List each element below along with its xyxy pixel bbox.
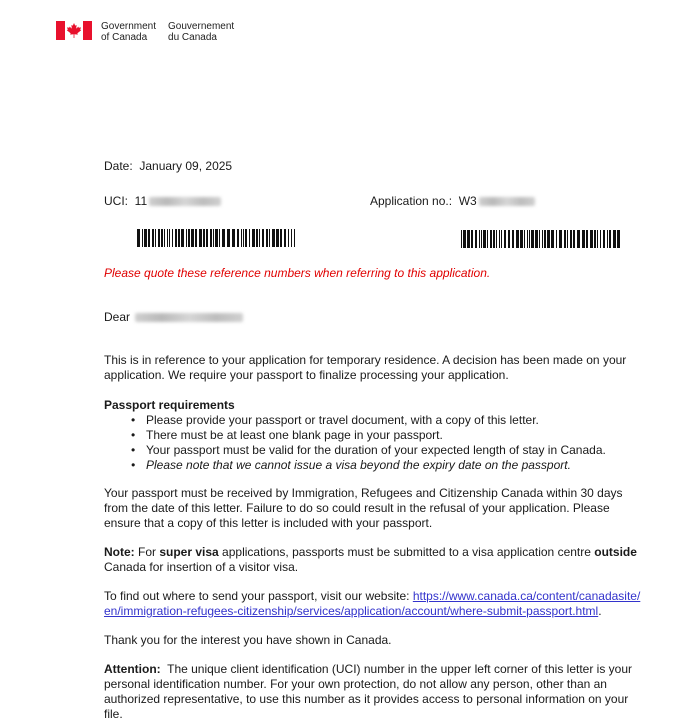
canada-flag-icon: [56, 21, 92, 40]
list-item: • Your passport must be valid for the duration of your expected length of stay in Canada.: [136, 443, 644, 458]
application-number-value: W3: [458, 194, 477, 208]
list-item: • Please note that we cannot issue a visa beyond the expiry date on the passport.: [136, 458, 644, 473]
government-of-canada-signature: [56, 21, 234, 43]
application-number-field: Application no.: W3: [370, 194, 535, 209]
gov-en-line2: of Canada: [101, 32, 148, 43]
passport-heading: Passport requirements: [104, 398, 235, 412]
paragraph-thanks: Thank you for the interest you have shown in Canada.: [104, 633, 392, 647]
uci-field: UCI: 11: [104, 194, 221, 209]
where-submit-passport-link[interactable]: https://www.canada.ca/content/canadasite/en/immigration-refugees-citizenship/services/application/account/where-submit-passport.html: [104, 589, 641, 618]
gov-fr-line2: du Canada: [168, 32, 217, 43]
paragraph-deadline: Your passport must be received by Immigration, Refugees and Citizenship Canada within 30 days from the date of this letter. Failure to do so could result in the refusal of your application. Please ensure that a copy of this letter is included with your passport.: [104, 486, 623, 530]
government-french: [168, 21, 234, 43]
paragraph-website: To find out where to send your passport, visit our website: https://www.canada.ca/content/canadasite/en/immigration-refugees-citizenship/services/application/account/where-submit-passport.html.: [104, 589, 641, 618]
redacted-block: [149, 197, 221, 206]
gov-fr-line1: Gouvernement: [168, 21, 235, 32]
passport-requirements: [104, 398, 644, 473]
redacted-name: [135, 313, 243, 322]
letter-date: Date: January 09, 2025: [104, 159, 233, 173]
requirements-list: [104, 413, 644, 473]
uci-barcode: [137, 229, 297, 247]
list-item: • Please provide your passport or travel document, with a copy of this letter.: [136, 413, 644, 428]
paragraph-note: Note: For super visa applications, passports must be submitted to a visa application centre outside Canada for insertion of a visitor visa.: [104, 545, 637, 574]
government-english: [101, 21, 156, 43]
reference-notice: Please quote these reference numbers when referring to this application.: [104, 266, 491, 280]
date-value: January 09, 2025: [139, 159, 233, 173]
list-item: • There must be at least one blank page in your passport.: [136, 428, 644, 443]
uci-value: 11: [134, 194, 148, 208]
salutation: Dear: [104, 310, 243, 325]
paragraph-decision: This is in reference to your application for temporary residence. A decision has been made on your application. We require your passport to finalize processing your application.: [104, 353, 627, 382]
application-barcode: [461, 230, 621, 248]
gov-en-line1: Government: [101, 21, 157, 32]
redacted-block: [479, 197, 535, 206]
paragraph-attention: Attention: The unique client identification (UCI) number in the upper left corner of this letter is your personal identification number. For your own protection, do not allow any person, other than an authorized representative, to use this number as it provides access to personal information on your file.: [104, 662, 636, 721]
